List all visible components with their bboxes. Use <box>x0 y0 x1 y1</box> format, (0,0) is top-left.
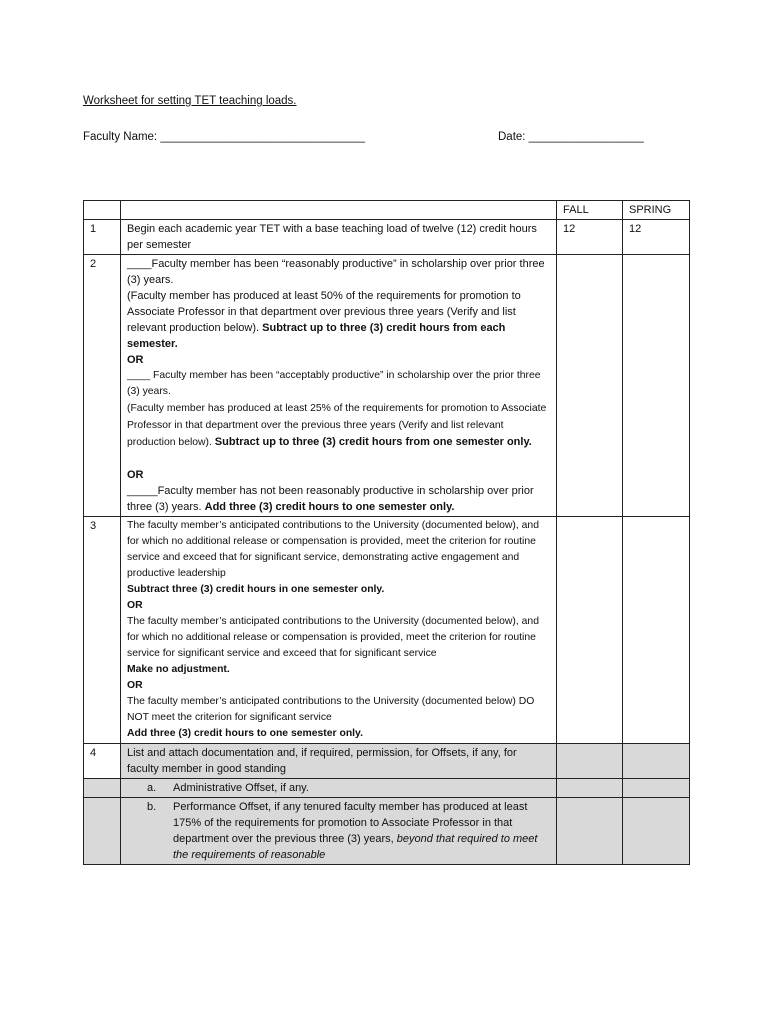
performance-offset-text: Performance Offset, if any tenured faculty member has produced at least 175% of the requirements for promotion to Associate Professor in that department over the previous three (3) years, <box>173 801 528 845</box>
service-below-text: The faculty member’s anticipated contributions to the University (documented below) DO NOT meet the criterion for significant service <box>127 696 535 723</box>
or-separator: OR <box>127 680 143 691</box>
spring-value[interactable] <box>623 255 690 517</box>
performance-offset-italic: beyond that required to meet the requirements of reasonable <box>173 833 538 861</box>
row-number: 4 <box>84 744 121 779</box>
row-description <box>121 798 557 865</box>
not-productive-option[interactable]: _____Faculty member has not been reasonably productive in scholarship over prior three (3) years. <box>127 485 534 513</box>
header-blank-desc <box>121 201 557 220</box>
table-header-row <box>84 201 690 220</box>
spring-value[interactable]: 12 <box>623 220 690 255</box>
administrative-offset-text: Administrative Offset, if any. <box>173 782 309 794</box>
spring-value[interactable] <box>623 798 690 865</box>
table-row <box>84 744 690 779</box>
service-below-action: Add three (3) credit hours to one semester only. <box>127 728 363 739</box>
table-row <box>84 220 690 255</box>
reasonably-productive-option[interactable]: ____Faculty member has been “reasonably productive” in scholarship over prior three (3) years. <box>127 258 545 286</box>
service-meets-action: Make no adjustment. <box>127 664 230 675</box>
date-field[interactable]: Date: __________________ <box>498 131 644 143</box>
list-letter: b. <box>147 801 157 813</box>
row-number <box>84 779 121 798</box>
row-description: List and attach documentation and, if required, permission, for Offsets, if any, for faculty member in good standing <box>121 744 557 779</box>
table-row <box>84 255 690 517</box>
row-number <box>84 798 121 865</box>
acceptably-productive-option[interactable]: ____ Faculty member has been “acceptably productive” in scholarship over the prior three (3) years. <box>127 370 541 397</box>
reasonably-productive-action: Subtract up to three (3) credit hours from each semester. <box>127 322 506 350</box>
spring-value[interactable] <box>623 744 690 779</box>
row-description: Begin each academic year TET with a base teaching load of twelve (12) credit hours per semester <box>121 220 557 255</box>
acceptably-productive-detail: (Faculty member has produced at least 25% of the requirements for promotion to Associate Professor in that department over the previous three years (Verify and list relevant production below). <box>127 403 547 448</box>
teaching-load-table <box>83 200 690 865</box>
row-number: 3 <box>84 517 121 744</box>
header-spring: SPRING <box>623 201 690 220</box>
header-fall: FALL <box>557 201 623 220</box>
fall-value[interactable] <box>557 744 623 779</box>
service-exceeds-action: Subtract three (3) credit hours in one semester only. <box>127 584 385 595</box>
or-separator: OR <box>127 600 143 611</box>
faculty-name-field[interactable]: Faculty Name: ________________________________ <box>83 131 365 143</box>
table-row <box>84 517 690 744</box>
or-separator: OR <box>127 354 144 366</box>
or-separator: OR <box>127 469 144 481</box>
fall-value[interactable] <box>557 798 623 865</box>
fall-value[interactable] <box>557 517 623 744</box>
row-number: 2 <box>84 255 121 517</box>
acceptably-productive-action: Subtract up to three (3) credit hours from one semester only. <box>214 436 532 448</box>
row-number: 1 <box>84 220 121 255</box>
fall-value[interactable] <box>557 779 623 798</box>
row-description <box>121 779 557 798</box>
service-meets-text: The faculty member’s anticipated contributions to the University (documented below), and for which no additional release or compensation is provided, meet the criterion for routine service for significant service and exceed that for significant service <box>127 616 539 659</box>
table-row <box>84 779 690 798</box>
table-row <box>84 798 690 865</box>
worksheet-title: Worksheet for setting TET teaching loads. <box>83 95 297 107</box>
fall-value[interactable]: 12 <box>557 220 623 255</box>
row-description <box>121 255 557 517</box>
service-exceeds-text: The faculty member’s anticipated contributions to the University (documented below), and for which no additional release or compensation is provided, meet the criterion for routine service and exceed that for significant service, demonstrating active engagement and productive leadership <box>127 520 539 579</box>
not-productive-action: Add three (3) credit hours to one semester only. <box>204 501 455 513</box>
spring-value[interactable] <box>623 779 690 798</box>
reasonably-productive-detail: (Faculty member has produced at least 50% of the requirements for promotion to Associate Professor in that department over previous three years (Verify and list relevant production below). <box>127 290 521 334</box>
header-blank-num <box>84 201 121 220</box>
fall-value[interactable] <box>557 255 623 517</box>
spring-value[interactable] <box>623 517 690 744</box>
row-description <box>121 517 557 744</box>
list-letter: a. <box>147 782 157 794</box>
